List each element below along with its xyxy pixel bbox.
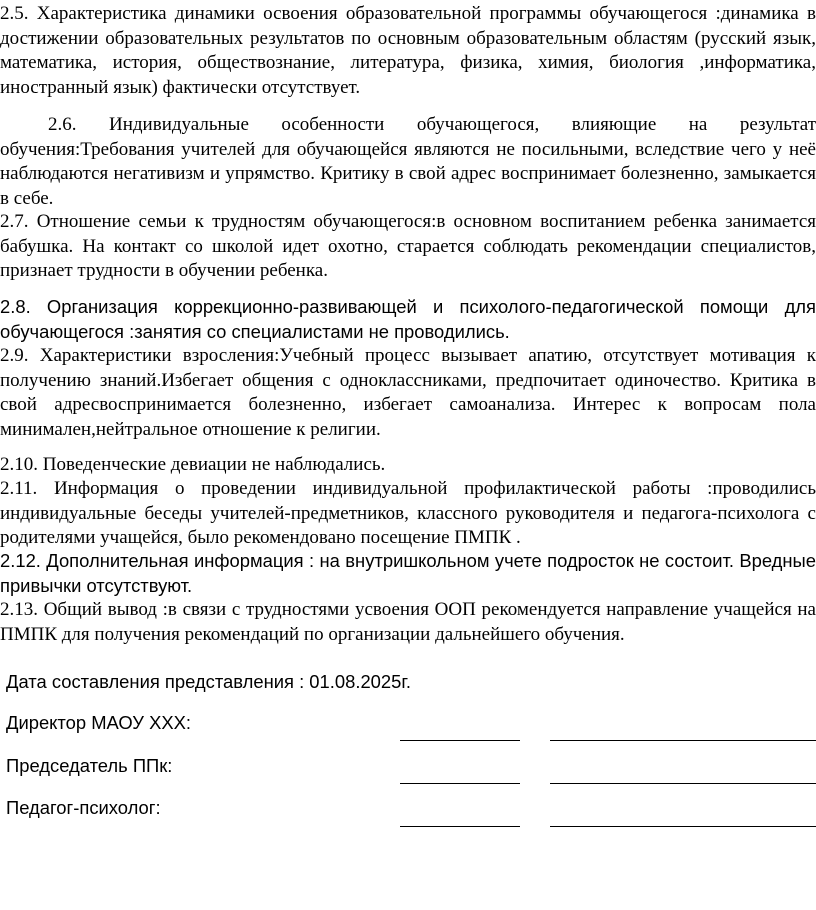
paragraph-2-7: 2.7. Отношение семьи к трудностям обучающегося:в основном воспитанием ребенка занимается бабушка. На контакт со школой идет охотно, старается соблюдать рекомендации специалистов, признает трудности в обучении ребенка.: [0, 211, 816, 281]
paragraph-2-12: 2.12. Дополнительная информация : на внутришкольном учете подросток не состоит. Вредные привычки отсутствуют.: [0, 550, 816, 596]
paragraph-2-10: 2.10. Поведенческие девиации не наблюдались.: [0, 454, 386, 475]
signature-label-director: Директор МАОУ ХХХ:: [6, 712, 192, 733]
paragraph-2-6: 2.6. Индивидуальные особенности обучающегося, влияющие на результат обучения:Требования учителей для обучающейся являются не посильными, вследствие чего у неё наблюдаются негативизм и упрямство. Критику в свой адрес воспринимает болезненно, замыкается в себе.: [0, 114, 816, 209]
paragraph-2-8: 2.8. Организация коррекционно-развивающей и психолого-педагогической помощи для обучающегося :занятия со специалистами не проводились.: [0, 296, 816, 342]
paragraph-2-5: 2.5. Характеристика динамики освоения образовательной программы обучающегося :динамика в достижении образовательных результатов по основным образовательным областям (русский язык, математика, история, обществознание, литература, физика, химия, биология ,информатика, иностранный язык) фактически отсутствует.: [0, 3, 816, 98]
signature-line-psychologist: [400, 826, 520, 827]
signature-label-psychologist: Педагог-психолог:: [6, 797, 161, 818]
name-line-director: [550, 740, 816, 741]
paragraph-2-9: 2.9. Характеристики взросления:Учебный процесс вызывает апатию, отсутствует мотивация к получению знаний.Избегает общения с одноклассниками, предпочитает одиночество. Критика в свой адресвоспринимается болезненно, избегает самоанализа. Интерес к вопросам пола минимален,нейтральное отношение к религии.: [0, 345, 816, 440]
signature-line-director: [400, 740, 520, 741]
paragraph-2-11: 2.11. Информация о проведении индивидуальной профилактической работы :проводились индивидуальные беседы учителей-предметников, классного руководителя и педагога-психолога с родителями учащейся, было рекомендовано посещение ПМПК .: [0, 478, 816, 548]
name-line-chairman: [550, 783, 816, 784]
signature-line-chairman: [400, 783, 520, 784]
date-line: Дата составления представления : 01.08.2025г.: [6, 671, 411, 692]
name-line-psychologist: [550, 826, 816, 827]
paragraph-2-13: 2.13. Общий вывод :в связи с трудностями усвоения ООП рекомендуется направление учащейся на ПМПК для получения рекомендаций по организации дальнейшего обучения.: [0, 599, 816, 645]
signature-label-chairman: Председатель ППк:: [6, 755, 173, 776]
